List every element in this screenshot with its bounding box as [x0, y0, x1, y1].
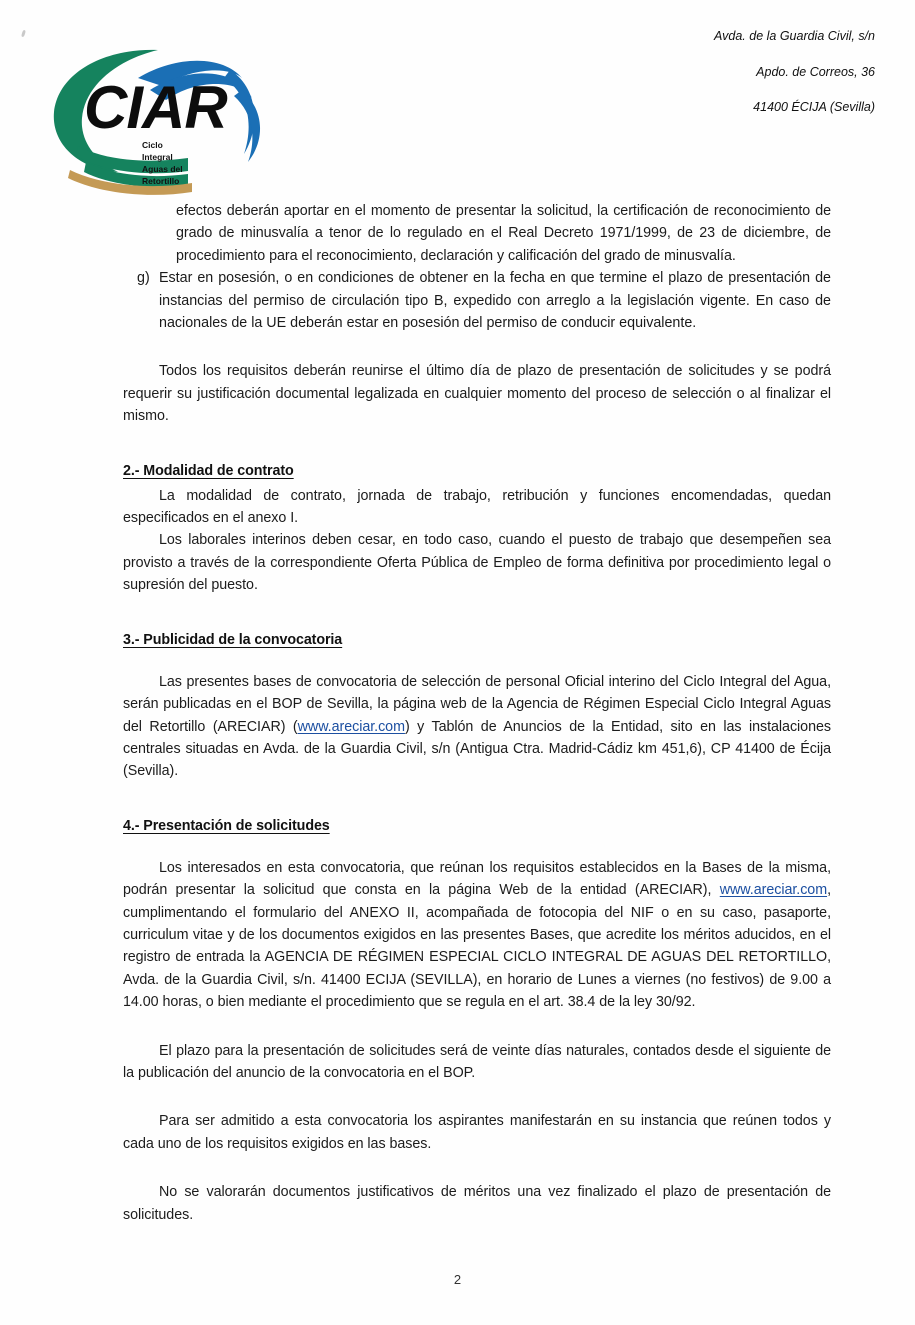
section-4-paragraph-admitido: Para ser admitido a esta convocatoria los aspirantes manifestarán en su instancia que reúnen todos y cada uno de los requisitos exigidos en las bases.	[123, 1113, 831, 1152]
document-body	[123, 200, 831, 1226]
page-header	[0, 0, 915, 190]
spacer	[123, 1084, 831, 1110]
continued-paragraph: efectos deberán aportar en el momento de presentar la solicitud, la certificación de reconocimiento de grado de minusvalía a tenor de lo regulado en el Real Decreto 1971/1999, de 23 de diciembre, de procedimiento para el reconocimiento, declaración y calificación del grado de minusvalía.	[176, 203, 831, 264]
section-heading-row-4	[123, 816, 831, 836]
list-item-g-marker: g)	[137, 270, 150, 287]
section-4-paragraph-plazo: El plazo para la presentación de solicitudes será de veinte días naturales, contados desde el siguiente de la publicación del anuncio de la convocatoria en el BOP.	[123, 1042, 831, 1081]
address-line-street: Avda. de la Guardia Civil, s/n	[714, 29, 875, 43]
logo-tagline-line-1: Ciclo	[142, 140, 163, 150]
header-address	[714, 30, 875, 114]
list-item-g-text: Estar en posesión, o en condiciones de obtener en la fecha en que termine el plazo de presentación de instancias del permiso de circulación tipo B, expedido con arreglo a la legislación vigente. En caso de nacionales de la UE deberán estar en posesión del permiso de conducir equivalente.	[159, 270, 831, 332]
section-3-text-part-2: ) y Tablón de Anuncios de la Entidad, sito en las instalaciones centrales situadas en Avda. de la Guardia Civil, s/n (Antigua Ctra. Madrid-Cádiz km 451,6), CP 41400 de Écija (Sevilla).	[123, 718, 831, 780]
list-item-g	[123, 267, 831, 334]
spacer	[123, 654, 831, 671]
logo-tagline-line-2: Integral	[142, 152, 173, 162]
spacer	[123, 1155, 831, 1181]
section-heading-row-3	[123, 630, 831, 650]
section-4-paragraph	[123, 857, 831, 1014]
spacer	[123, 334, 831, 360]
spacer	[123, 1014, 831, 1040]
requisitos-paragraph: Todos los requisitos deberán reunirse el último día de plazo de presentación de solicitudes y se podrá requerir su justificación documental legalizada en cualquier momento del proceso de selección o al finalizar el mismo.	[123, 363, 831, 425]
section-2-paragraph-1: La modalidad de contrato, jornada de trabajo, retribución y funciones encomendadas, quedan especificados en el anexo I.	[123, 487, 831, 527]
scan-speck	[21, 30, 26, 38]
address-line-city: 41400 ÉCIJA (Sevilla)	[753, 100, 875, 114]
section-4-text-part-2: , cumplimentando el formulario del ANEXO II, acompañada de fotocopia del NIF o en su caso, pasaporte, curriculum vitae y de los documentos exigidos en las presentes Bases, que acredite los méritos aducidos, en el registro de entrada la AGENCIA DE RÉGIMEN ESPECIAL CICLO INTEGRAL DE AGUAS DEL RETORTILLO, Avda. de la Guardia Civil, s/n. 41400 ECIJA (SEVILLA), en horario de Lunes a viernes (no festivos) de 9.00 a 14.00 horas, o bien mediante el procedimiento que se regula en el art. 38.4 de la ley 30/92.	[123, 882, 831, 1011]
logo-blue-swoosh-4	[234, 90, 260, 162]
page-number: 2	[453, 1272, 462, 1287]
areciar-link-section-4[interactable]: www.areciar.com	[719, 882, 828, 899]
spacer	[123, 597, 831, 630]
section-heading-presentacion: 4.- Presentación de solicitudes	[123, 817, 330, 834]
address-line-postbox: Apdo. de Correos, 36	[756, 64, 875, 79]
ciar-logo	[42, 42, 282, 186]
spacer	[123, 783, 831, 816]
ciar-logo-svg	[42, 42, 282, 186]
section-3-text-part-1: Las presentes bases de convocatoria de selección de personal Oficial interino del Ciclo Integral del Agua, serán publicadas en el BOP de Sevilla, la página web de la Agencia de Régimen Especial Ciclo Integral Aguas del Retortillo (ARECIAR) (	[123, 673, 831, 735]
logo-tagline-line-3: Aguas del	[142, 164, 183, 174]
section-2-paragraph-2: Los laborales interinos deben cesar, en todo caso, cuando el puesto de trabajo que desempeñen sea provisto a través de la correspondiente Oferta Pública de Empleo de forma definitiva por procedimiento legal o supresión del puesto.	[123, 532, 831, 594]
spacer	[123, 428, 831, 461]
section-heading-publicidad: 3.- Publicidad de la convocatoria	[123, 631, 343, 648]
section-3-paragraph	[123, 671, 831, 783]
spacer	[123, 840, 831, 857]
logo-tagline-line-4: Retortillo	[142, 176, 180, 186]
section-heading-row-2	[123, 461, 831, 481]
section-heading-modalidad: 2.- Modalidad de contrato	[123, 462, 294, 479]
logo-wordmark: CIAR	[84, 74, 227, 141]
section-4-paragraph-meritos: No se valorarán documentos justificativos de méritos una vez finalizado el plazo de presentación de solicitudes.	[123, 1184, 831, 1223]
areciar-link-section-3[interactable]: www.areciar.com	[297, 718, 405, 735]
section-4-text-part-1: Los interesados en esta convocatoria, que reúnan los requisitos establecidos en la Bases de la misma, podrán presentar la solicitud que consta en la página Web de la entidad (ARECIAR),	[123, 859, 831, 899]
